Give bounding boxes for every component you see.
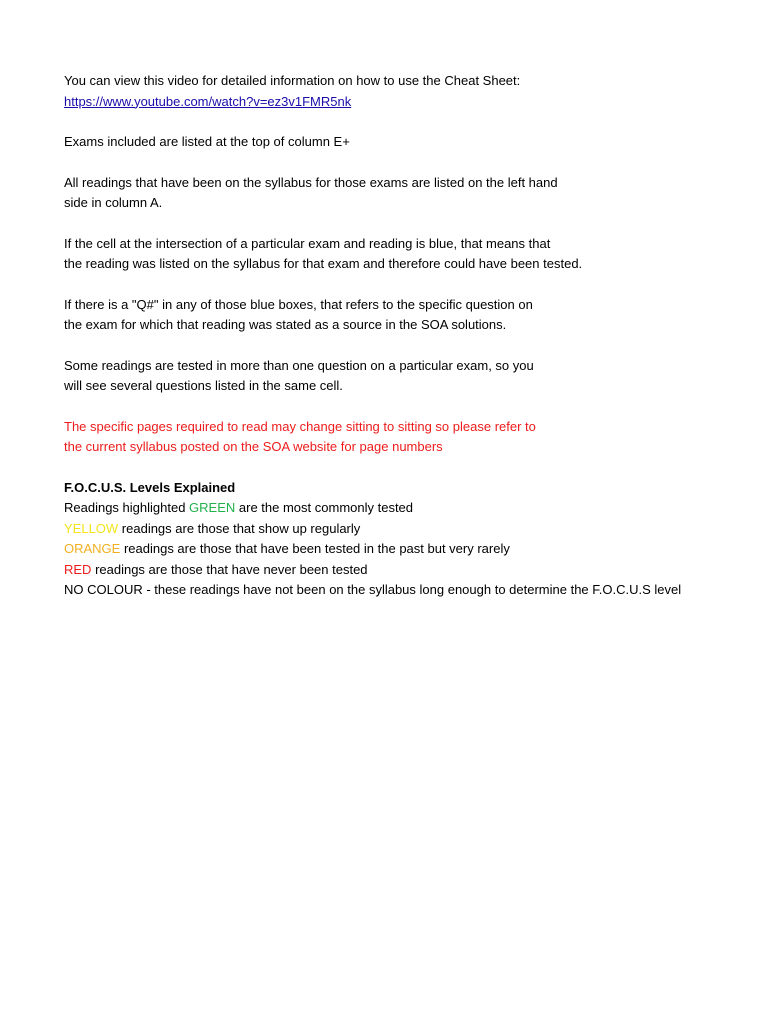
focus-yellow-description: readings are those that show up regularly <box>118 520 361 536</box>
spacer <box>64 336 694 356</box>
focus-green-row <box>64 498 694 519</box>
spacer <box>64 214 694 234</box>
focus-green-description: are the most commonly tested <box>235 500 414 515</box>
focus-red-label: RED <box>64 561 92 577</box>
readings-paragraph-line-1: All readings that have been on the syllabus for those exams are listed on the left hand <box>64 174 558 190</box>
video-link-row <box>64 92 694 113</box>
focus-orange-description: readings are those that have been tested in the past but very rarely <box>120 541 510 556</box>
focus-red-row <box>64 560 694 581</box>
question-paragraph-line-2: the exam for which that reading was stated as a source in the SOA solutions. <box>64 317 507 332</box>
spacer <box>64 153 694 173</box>
spacer <box>64 458 694 478</box>
multi-question-paragraph-line-1: Some readings are tested in more than one question on a particular exam, so you <box>64 357 534 373</box>
spacer <box>64 275 694 295</box>
question-paragraph-line-1: If there is a "Q#" in any of those blue boxes, that refers to the specific question on <box>64 296 533 312</box>
blue-cell-paragraph-line-2: the reading was listed on the syllabus for that exam and therefore could have been tested. <box>64 256 583 271</box>
spacer <box>64 397 694 417</box>
focus-orange-row <box>64 539 694 560</box>
youtube-video-link[interactable]: https://www.youtube.com/watch?v=ez3v1FMR5nk <box>64 93 352 109</box>
exams-paragraph: Exams included are listed at the top of column E+ <box>64 134 350 149</box>
focus-red-description: readings are those that have never been tested <box>91 561 368 577</box>
focus-yellow-row <box>64 519 694 540</box>
multi-question-paragraph-line-2: will see several questions listed in the same cell. <box>64 378 343 393</box>
document-content <box>64 71 694 601</box>
readings-paragraph-line-2: side in column A. <box>64 195 163 210</box>
focus-green-prefix: Readings highlighted <box>64 500 190 515</box>
video-intro-text: You can view this video for detailed information on how to use the Cheat Sheet: <box>64 73 521 88</box>
syllabus-notice-line-1: The specific pages required to read may change sitting to sitting so please refer to <box>64 418 536 434</box>
focus-levels-heading: F.O.C.U.S. Levels Explained <box>64 479 236 495</box>
focus-green-label: GREEN <box>189 500 236 515</box>
blue-cell-paragraph-line-1: If the cell at the intersection of a particular exam and reading is blue, that means that <box>64 235 551 251</box>
focus-no-colour-row: NO COLOUR - these readings have not been on the syllabus long enough to determine the F.O.C.U.S level <box>64 582 682 597</box>
spacer <box>64 112 694 132</box>
focus-yellow-label: YELLOW <box>64 520 119 536</box>
focus-orange-label: ORANGE <box>64 541 121 556</box>
syllabus-notice-line-2: the current syllabus posted on the SOA website for page numbers <box>64 439 443 454</box>
